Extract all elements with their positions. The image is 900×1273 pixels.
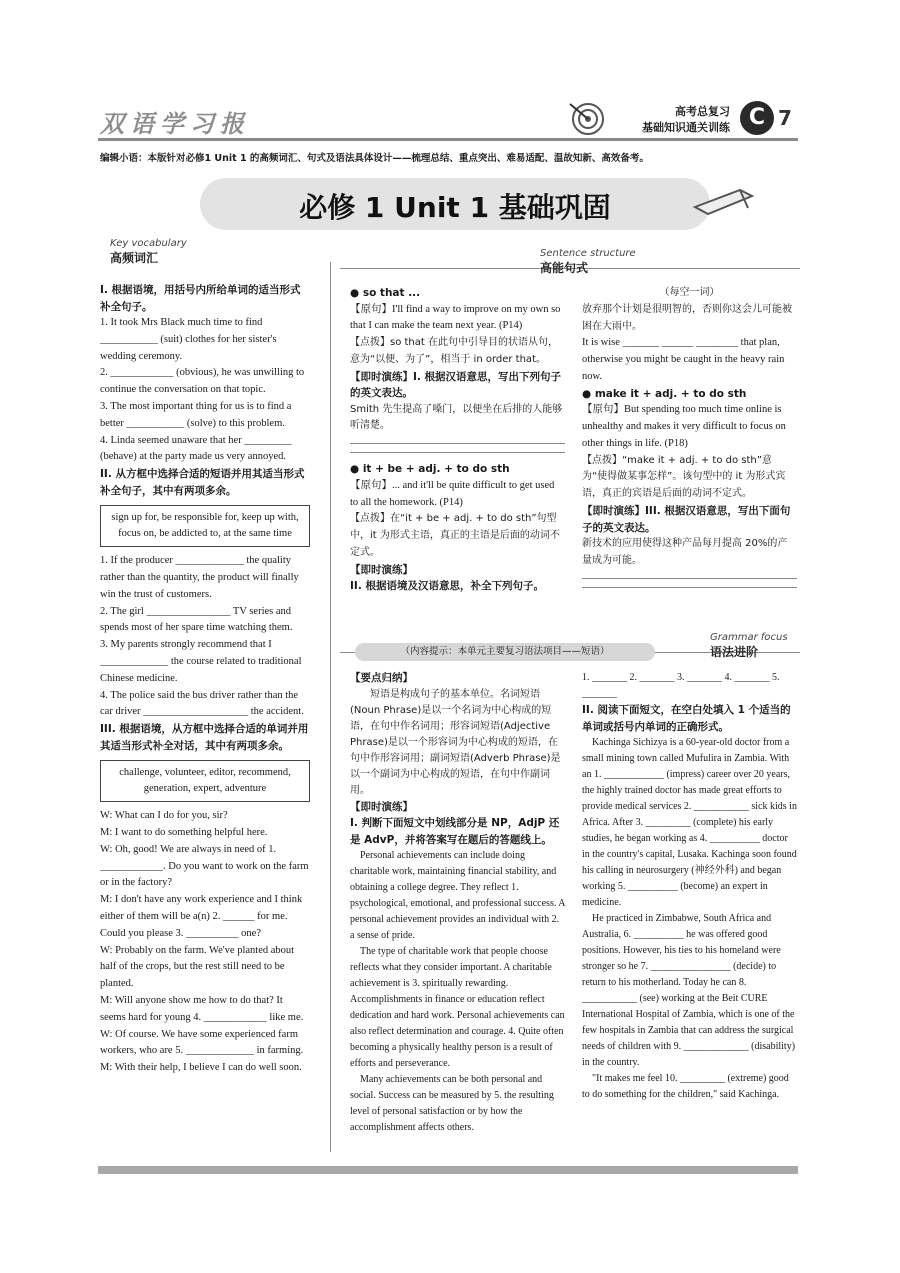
section-badge: C [740, 101, 774, 135]
column-divider [330, 262, 331, 1152]
page-title: 必修 1 Unit 1 基础巩固 [299, 191, 611, 224]
practice-2-heading: II. 阅读下面短文，在空白处填入 1 个适当的单词或括号内单词的正确形式。 [582, 704, 791, 733]
part1-item: 3. The most important thing for us is to find a better ___________ (solve) to this problem. [100, 400, 292, 429]
dialogue-line: M: With their help, I believe I can do well soon. [100, 1062, 302, 1074]
sentence-section-label [540, 248, 636, 276]
part2-item: 1. If the producer _____________ the quality rather than the quantity, the product will finally win the trust of customers. [100, 555, 299, 600]
s2-practice-label: 【即时演练】 [350, 563, 413, 576]
dialogue-line: W: Probably on the farm. We've planted about half of the crops, but the rest still need to be planted. [100, 944, 295, 990]
answer-blanks: 1. _______ 2. _______ 3. _______ 4. _______ 5. _______ [582, 672, 780, 699]
s2-tip: 【点拨】在“it + be + adj. + to do sth”句型中，it 为形式主语，真正的主语是后面的动词不定式。 [350, 513, 560, 558]
sentence-column-1 [350, 285, 565, 595]
summary-text: 短语是构成句子的基本单位。名词短语(Noun Phrase)是以一个名词为中心构成的短语，在句中作名词用；形容词短语(Adjective Phrase)是以一个形容词为中心构成的短语，在句中作形容词用；副词短语(Adverb Phrase)是以一个副词为中心构成的短语，在句中作副词用。 [350, 688, 561, 796]
s3-title: ● make it + adj. + to do sth [582, 387, 747, 400]
part1-item: 2. ____________ (obvious), he was unwilling to continue the conversation on that topic. [100, 367, 305, 396]
answer-line [582, 578, 797, 579]
part3-word-box: challenge, volunteer, editor, recommend, generation, expert, adventure [100, 760, 310, 802]
vocab-label-zh: 高频词汇 [110, 251, 159, 265]
dialogue-line: M: Will anyone show me how to do that? It seems hard for young 4. ____________ like me. [100, 994, 304, 1023]
answer-line [350, 443, 565, 444]
s1-tip: 【点拨】so that 在此句中引导目的状语从句，意为“以便、为了”，相当于 in order that。 [350, 337, 558, 365]
part2-phrase-box: sign up for, be responsible for, keep up with, focus on, be addicted to, at the same time [100, 505, 310, 547]
part1-heading: I. 根据语境，用括号内所给单词的适当形式补全句子。 [100, 284, 301, 313]
dialogue-line: M: I want to do something helpful here. [100, 826, 268, 838]
s1-task: Smith 先生提高了嗓门，以便坐在后排的人能够听清楚。 [350, 403, 563, 432]
s3-tip: 【点拨】“make it + adj. + to do sth”意为“使得做某事怎样”。该句型中的 it 为形式宾语，真正的宾语是后面的动词不定式。 [582, 454, 786, 500]
part2-item: 2. The girl ________________ TV series and spends most of her spare time watching them. [100, 605, 293, 634]
part1-item: 4. Linda seemed unaware that her _________ (behave) at the party made us very annoyed. [100, 434, 292, 463]
answer-line [582, 587, 797, 588]
reading-paragraph: Kachinga Sichizya is a 60-year-old doctor from a small mining town called Mufulira in Zambia. With an 1. ____________ (impress) career over 20 years, the highly trained doctor has made great efforts to provide medical services 2. ___________ sick kids in Africa. After 3. _________ (complete) his early studies, he began working as 4. __________ doctor in the country's capital, Lusaka. Kachinga soon found his calling in neurosurgery (神经外科) and began working 5. __________ (become) an expert in medicine. [582, 737, 797, 908]
part2-heading: II. 从方框中选择合适的短语并用其适当形式补全句子，其中有两项多余。 [100, 468, 305, 497]
s2-title: ● it + be + adj. + to do sth [350, 463, 510, 476]
practice-1-heading: I. 判断下面短文中划线部分是 NP，AdjP 还是 AdvP，并将答案写在题后的答题线上。 [350, 817, 560, 846]
hint-one-word: （每空一词） [659, 287, 720, 298]
part2-item: 3. My parents strongly recommend that I _____________ the course related to traditional Chinese medicine. [100, 639, 302, 684]
passage-paragraph: Many achievements can be both personal and social. Success can be measured by 5. the resulting level of personal satisfaction or by how the accomplishment affects others. [350, 1074, 554, 1133]
header-subtitle-line1: 高考总复习 [675, 105, 730, 118]
header-subtitle-line2: 基础知识通关训练 [642, 121, 730, 134]
s2-practice: II. 根据语境及汉语意思，补全下列句子。 [350, 580, 544, 593]
s1-original: 【原句】I'll find a way to improve on my own so that I can make the team next year. (P14) [350, 303, 561, 332]
s3-original: 【原句】But spending too much time online is unhealthy and makes it very difficult to focus on other things in life. (P18) [582, 404, 786, 449]
s1-practice: 【即时演练】I. 根据汉语意思，写出下列句子的英文表达。 [350, 370, 562, 400]
footer-bar [98, 1166, 798, 1174]
sentence-label-zh: 高能句式 [540, 261, 589, 275]
page-number: 7 [778, 106, 792, 130]
header-subtitle [642, 104, 730, 136]
s3-practice: 【即时演练】III. 根据汉语意思，写出下面句子的英文表达。 [582, 505, 791, 534]
grammar-hint-pill: （内容提示：本单元主要复习语法项目——短语） [355, 643, 655, 661]
s2-original: 【原句】... and it'll be quite difficult to get used to all the homework. (P14) [350, 479, 555, 508]
vocab-section-label [110, 238, 187, 266]
practice-zh-sentence: 放弃那个计划是很明智的，否则你这会儿可能被困在大雨中。 [582, 303, 792, 332]
dialogue-line: W: Of course. We have some experienced farm workers, who are 5. _____________ in farming. [100, 1028, 304, 1057]
part2-item: 4. The police said the bus driver rather than the car driver ____________________ the accident. [100, 689, 304, 718]
part1-item: 1. It took Mrs Black much time to find ___________ (suit) clothes for her sister's wedding ceremony. [100, 317, 277, 362]
sentence-label-en: Sentence structure [540, 248, 636, 259]
passage-paragraph: Personal achievements can include doing charitable work, maintaining financial stability, and obtaining a college degree. They reflect 1. psychological, emotional, and professional success. A personal achievement provides an individual with 2. a sense of pride. [350, 850, 565, 941]
practice-label: 【即时演练】 [350, 800, 413, 813]
vocab-column [100, 282, 310, 1077]
grammar-column-1 [350, 670, 565, 1136]
grammar-label-zh: 语法进阶 [710, 645, 759, 659]
summary-label: 【要点归纳】 [350, 672, 413, 684]
dialogue-line: W: Oh, good! We are always in need of 1. ____________. Do you want to work on the farm or in the factory? [100, 843, 309, 889]
grammar-column-2 [582, 670, 797, 1103]
newspaper-brand: 双语学习报 [100, 110, 250, 138]
s3-task: 新技术的应用使得这种产品每月提高 20%的产量成为可能。 [582, 538, 788, 566]
vocab-label-en: Key vocabulary [110, 238, 187, 249]
answer-line [350, 452, 565, 453]
grammar-label-en: Grammar focus [710, 632, 788, 643]
editor-note: 编辑小语：本版针对必修1 Unit 1 的高频词汇、句式及语法具体设计——梳理总结、重点突出、难易适配、温故知新、高效备考。 [100, 153, 649, 164]
dialogue-line: M: I don't have any work experience and I think either of them will be a(n) 2. ______ for me. Could you please 3. __________ one? [100, 894, 303, 939]
dialogue-line: W: What can I do for you, sir? [100, 810, 228, 822]
s1-title: ● so that ... [350, 287, 421, 299]
practice-en-sentence: It is wise _______ ______ ________ that plan, otherwise you might be caught in the heavy rain now. [582, 337, 785, 382]
sentence-column-2 [582, 285, 797, 596]
target-icon [568, 102, 608, 136]
passage-paragraph: The type of charitable work that people choose reflects what they consider important. A charitable achievement is 3. spiritually rewarding. Accomplishments in finance or education reflect dedication and hard work. Personal achievements can also reflect determination and courage. 4. Quite often becoming a physically healthy person is a result of efforts and perseverance. [350, 946, 565, 1069]
part3-heading: III. 根据语境，从方框中选择合适的单词并用其适当形式补全对话，其中有两项多余。 [100, 723, 309, 752]
reading-paragraph: He practiced in Zimbabwe, South Africa and Australia, 6. __________ he was offered good positions. However, his ties to his homeland were stronger so he 7. ________________ (decide) to return to his motherland. Today he can 8. ___________ (see) working at the Beit CURE International Hospital of Zambia, which is one of the few hospitals in Zambia that can address the surgical needs of children with 9. _____________ (disability) in the country. [582, 913, 796, 1068]
grammar-section-label [710, 632, 788, 660]
header-rule [98, 138, 798, 141]
reading-paragraph: "It makes me feel 10. _________ (extreme) good to do something for the children," said Kachinga. [582, 1073, 789, 1100]
